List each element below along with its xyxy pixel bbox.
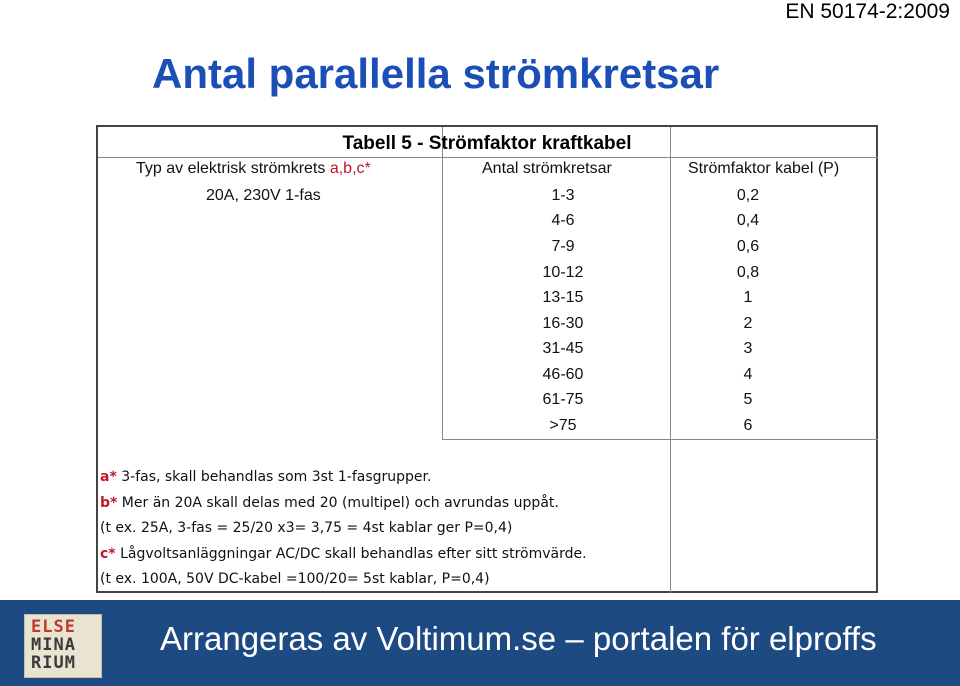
table-row-circuits: 7-9 [551,238,575,255]
footnote-b [100,491,670,517]
table-caption: Tabell 5 - Strömfaktor kraftkabel [342,133,632,154]
table-body-divider [442,439,878,440]
footer-slogan: Arrangeras av Voltimum.se – portalen för elproffs [160,620,877,657]
footnote-b-example: (t ex. 25A, 3-fas = 25/20 x3= 3,75 = 4st kablar ger P=0,4) [100,520,513,536]
table-row-circuits: 46-60 [542,366,584,383]
logo-line-1: ELSE [31,617,76,637]
column-header-circuit-type [136,160,371,178]
column-divider-1 [442,127,443,439]
table-header-divider [98,157,878,158]
circuit-type-value: 20A, 230V 1-fas [206,187,321,204]
table-row-circuits: >75 [549,417,577,434]
footnote-b-text: Mer än 20A skall delas med 20 (multipel) och avrundas uppåt. [117,494,559,511]
footnote-c-label: c* [100,545,116,562]
table-row-factor: 0,8 [736,264,760,281]
footnote-a-label: a* [100,469,117,485]
table-row-factor: 1 [743,289,753,306]
elseminarium-logo [24,614,102,678]
footnote-b-label: b* [100,494,118,511]
table-footnotes [100,465,670,593]
table-row-factor: 5 [743,391,753,408]
current-factor-table [96,125,878,593]
circuit-type-header-text: Typ av elektrisk strömkrets [136,160,326,177]
footnote-a [100,465,670,491]
footnote-c-text: Lågvoltsanläggningar AC/DC skall behandlas efter sitt strömvärde. [115,545,587,562]
table-row-circuits: 4-6 [551,212,575,229]
logo-line-2: MINA [31,635,76,655]
table-row-circuits: 61-75 [542,391,584,408]
table-row-factor: 4 [743,366,753,383]
footnote-c [100,542,670,568]
table-row-circuits: 1-3 [551,187,575,204]
column-header-circuits: Antal strömkretsar [482,160,612,177]
column-header-factor: Strömfaktor kabel (P) [688,160,840,177]
table-row-factor: 2 [743,315,753,332]
page-title: Antal parallella strömkretsar [152,50,720,97]
standard-reference: EN 50174-2:2009 [785,0,950,23]
footnote-c-example: (t ex. 100A, 50V DC-kabel =100/20= 5st kablar, P=0,4) [100,571,490,587]
logo-line-3: RIUM [31,653,76,673]
footer-banner [0,600,960,686]
table-row-factor: 0,4 [736,212,760,229]
table-row-factor: 0,6 [736,238,760,255]
column-divider-2 [670,127,671,593]
footnote-a-text: 3-fas, skall behandlas som 3st 1-fasgrupper. [116,469,432,485]
circuit-type-header-refs: a,b,c* [329,160,371,177]
table-row-circuits: 13-15 [542,289,584,306]
table-row-circuits: 16-30 [542,315,584,332]
table-row-factor: 6 [743,417,753,434]
table-row-factor: 0,2 [736,187,760,204]
table-row-circuits: 10-12 [542,264,584,281]
table-row-circuits: 31-45 [542,340,584,357]
table-row-factor: 3 [743,340,753,357]
